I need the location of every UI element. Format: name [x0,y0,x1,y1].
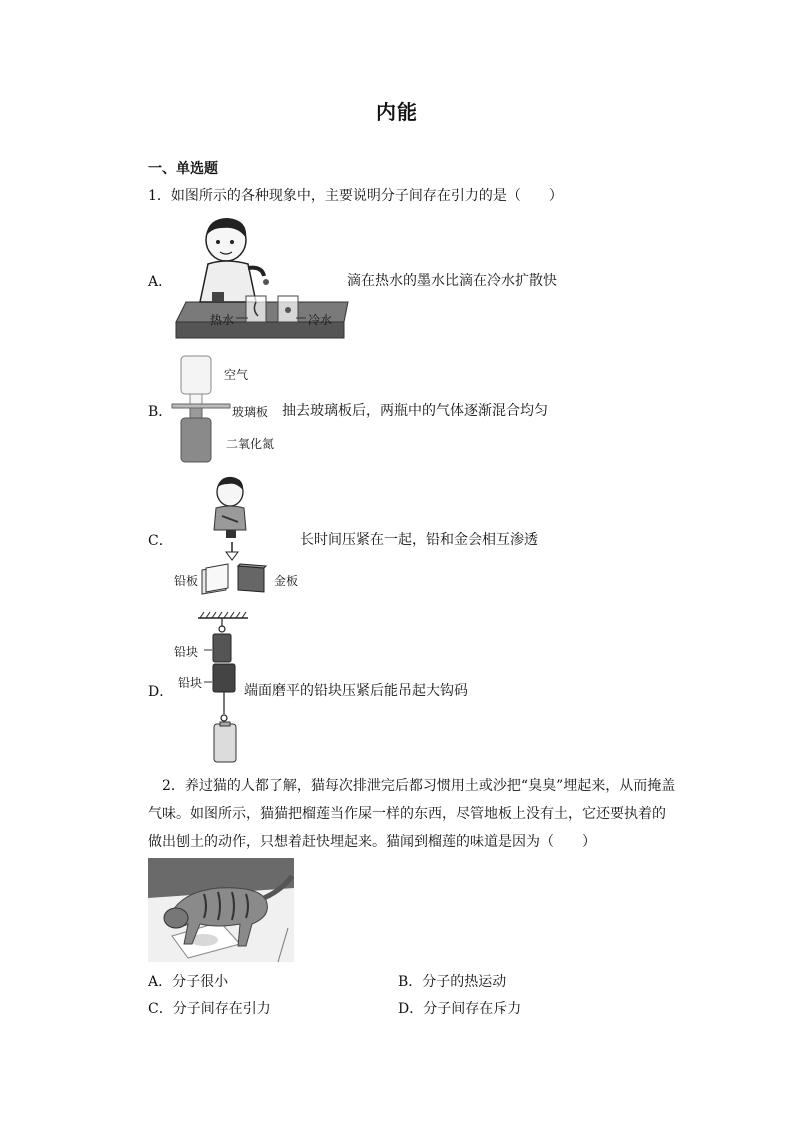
question-1-stem: 1．如图所示的各种现象中，主要说明分子间存在引力的是（ ） [148,188,563,204]
option-c-caption: 长时间压紧在一起，铅和金会相互渗透 [300,532,538,548]
q2-choice-c: C．分子间存在引力 [148,1001,271,1017]
option-d-upper-block-label: 铅块 [174,645,199,659]
option-c-figure [196,476,276,592]
section-heading: 一、单选题 [148,161,218,177]
option-d-lower-block-label: 铅块 [178,676,203,690]
question-2-stem: 2．养过猫的人都了解，猫每次排泄完后都习惯用土或沙把“臭臭”埋起来，从而掩盖气味。如图所示，猫猫把榴莲当作屎一样的东西，尽管地板上没有土，它还要执着的做出刨土的动作，只想着赶快埋起来。猫闻到榴莲的味道是因为（ ） [148,778,676,850]
page-title: 内能 [376,100,418,124]
option-d-label: D． [148,684,174,700]
option-c-gold-plate-label: 金板 [274,574,299,588]
option-a-hot-water-label: 热水 [210,313,235,327]
option-b-figure [172,354,232,466]
q2-choice-b: B．分子的热运动 [398,974,507,990]
option-b-nitrogen-dioxide-label: 二氧化氮 [226,437,275,451]
option-b-label: B． [148,404,173,420]
option-c-lead-plate-label: 铅板 [174,574,199,588]
q2-choice-d: D．分子间存在斥力 [398,1001,522,1017]
option-b-air-label: 空气 [224,368,249,382]
option-b-caption: 抽去玻璃板后，两瓶中的气体逐渐混合均匀 [282,403,548,419]
option-a-caption: 滴在热水的墨水比滴在冷水扩散快 [347,273,557,289]
option-a-label: A． [148,274,173,290]
option-c-label: C． [148,533,173,549]
q2-choice-a: A．分子很小 [148,974,229,990]
cat-photo [148,858,294,962]
option-a-cold-water-label: 冷水 [308,313,333,327]
option-b-glass-plate-label: 玻璃板 [232,405,269,419]
option-d-caption: 端面磨平的铅块压紧后能吊起大钩码 [244,683,468,699]
